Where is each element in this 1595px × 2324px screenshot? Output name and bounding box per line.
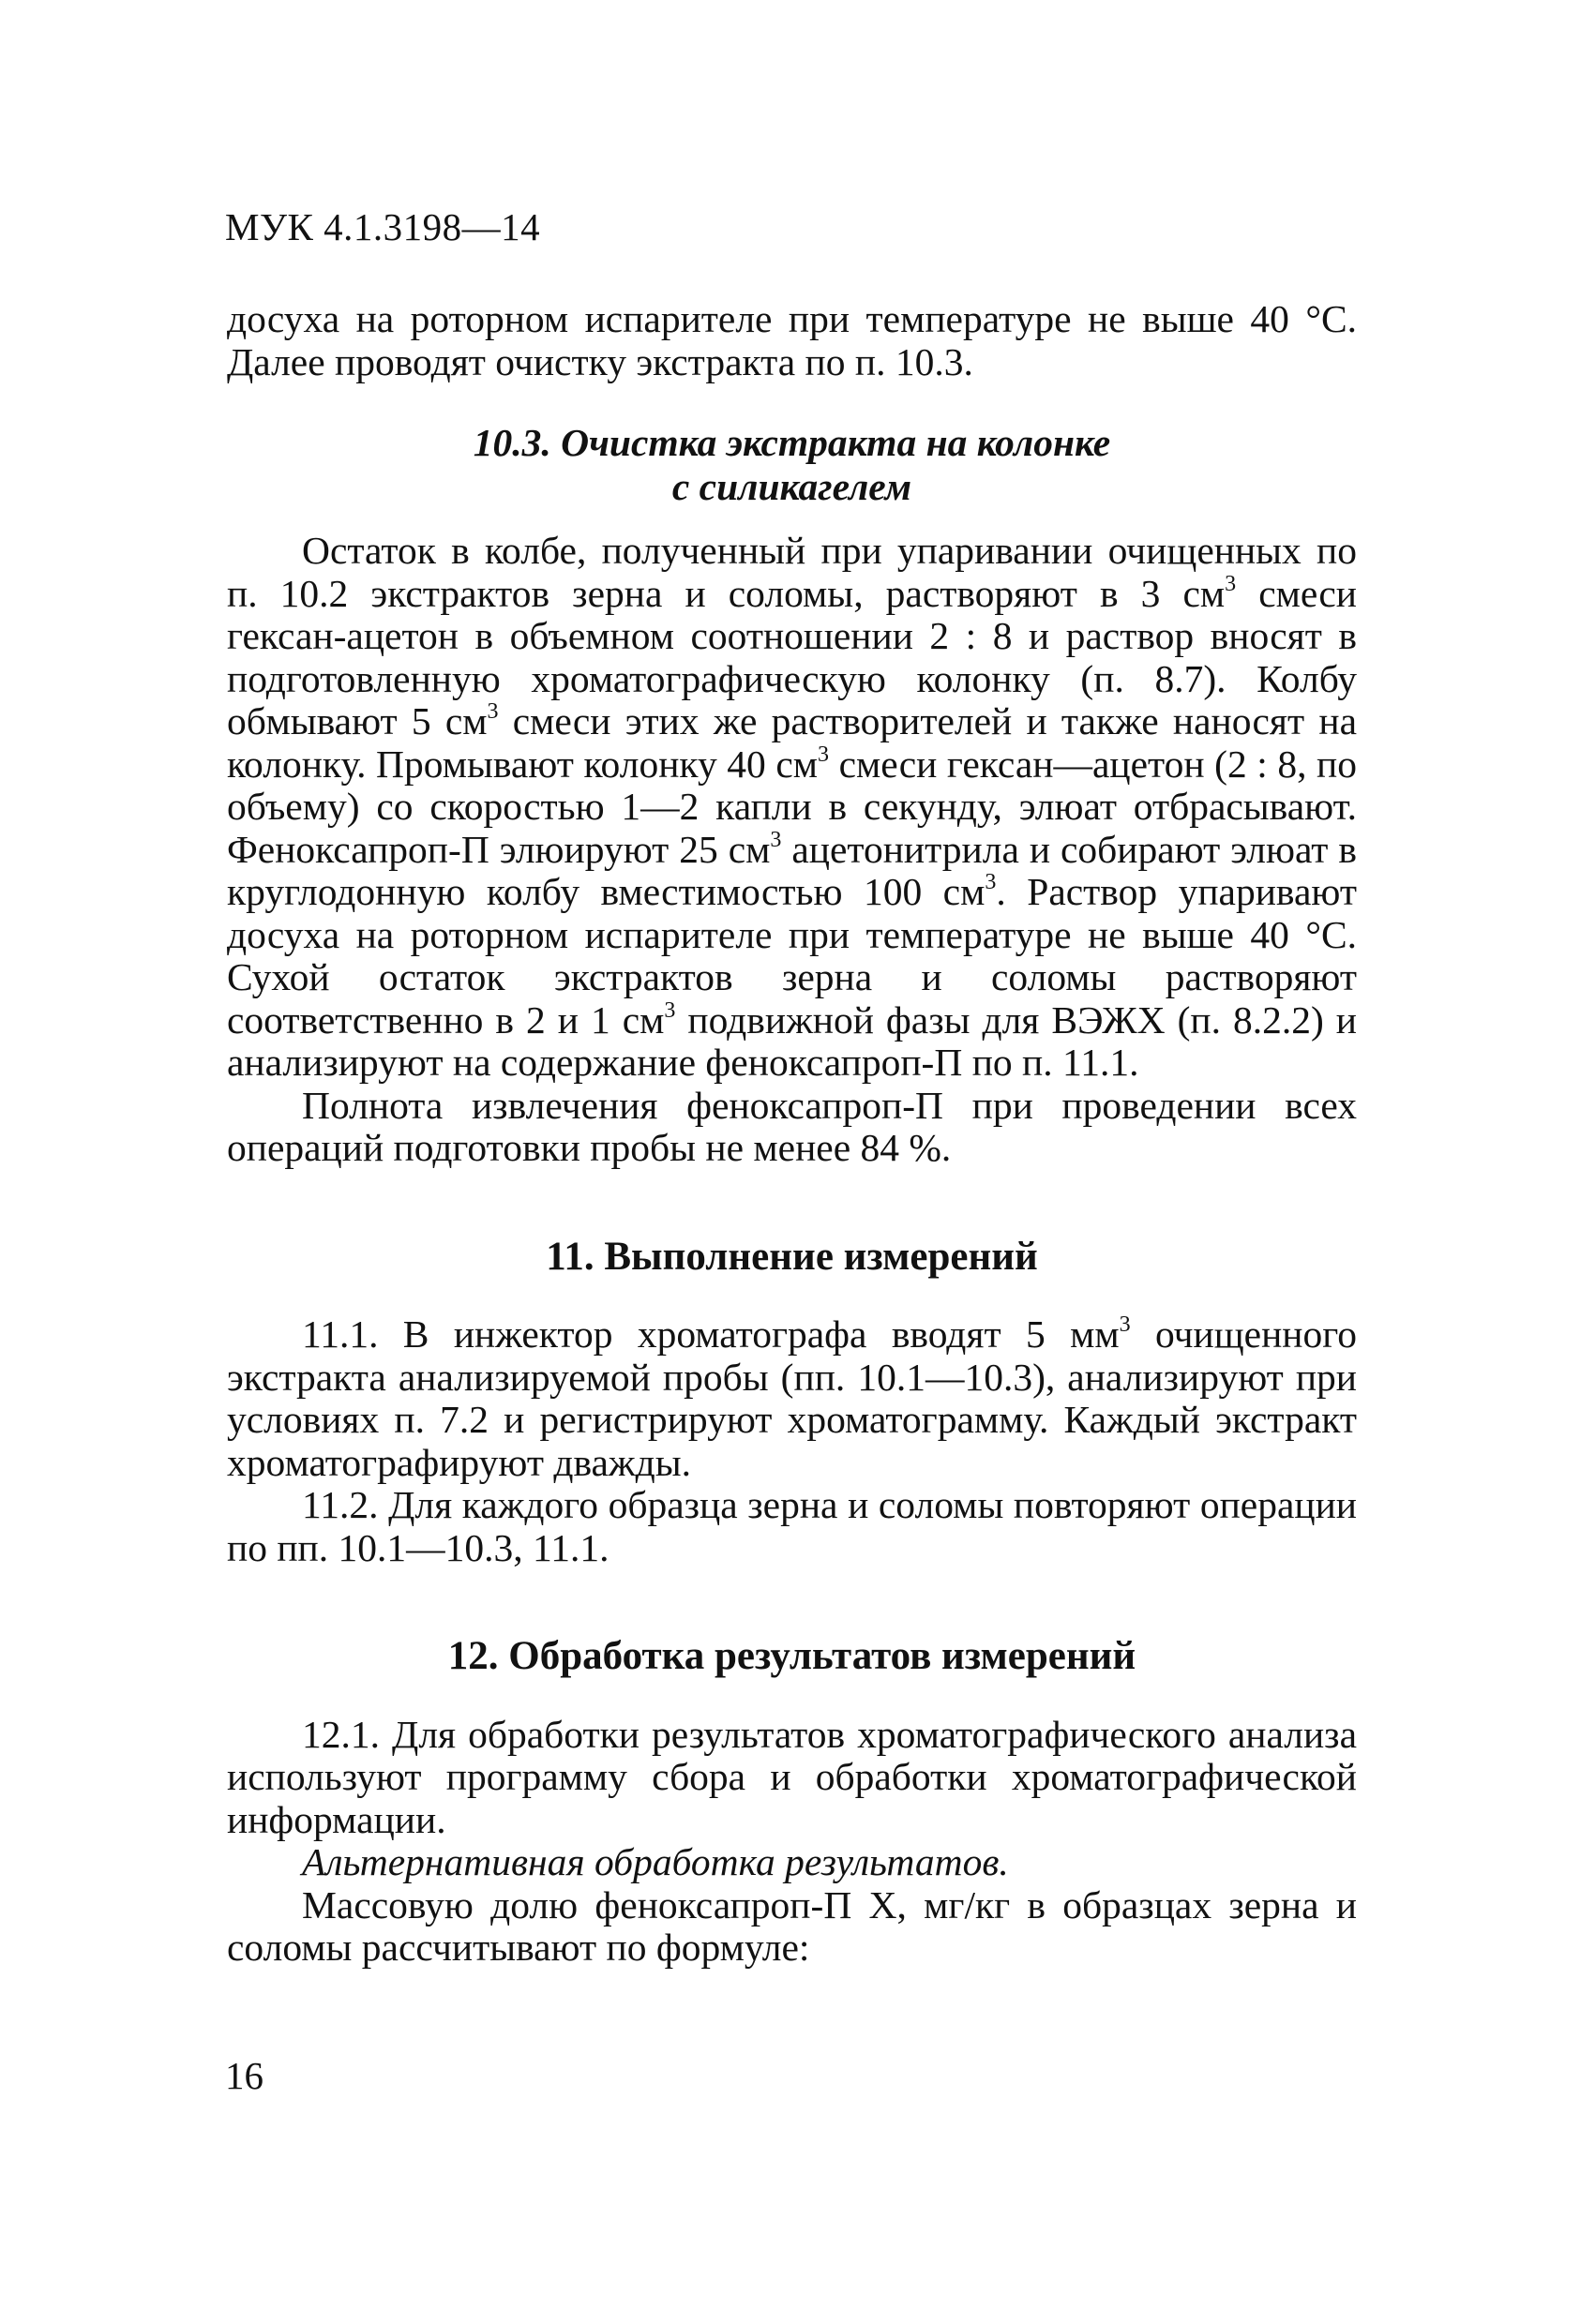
section-10-3-paragraph-2: Полнота извлечения феноксапроп-П при проведении всех операций подготовки пробы не менее 84 %. [227, 1083, 1357, 1169]
text-run: подвижной фазы для ВЭЖХ (п. 8.2.2) и анализируют на содержание феноксапроп-П по п. 11.1. [227, 997, 1358, 1084]
superscript: 3 [818, 742, 830, 767]
superscript: 3 [985, 870, 997, 895]
section-11-heading: 11. Выполнение измерений [546, 1234, 1038, 1279]
superscript: 3 [1225, 571, 1237, 596]
superscript: 3 [770, 827, 782, 852]
text-run: смеси гексан-ацетон в объемном соотношении 2 : 8 и раствор вносят в подготовленную хроматографическую колонку (п. 8.7). Колбу обмывают 5 см [227, 571, 1358, 742]
text-run: 11.1. В инжектор хроматографа вводят 5 мм [302, 1312, 1120, 1356]
text-run: ацетонитрила и собирают элюат в круглодонную колбу вместимостью 100 см [227, 827, 1357, 913]
section-12-heading: 12. Обработка результатов измерений [447, 1634, 1136, 1678]
section-11-paragraph-2: 11.2. Для каждого образца зерна и соломы повторяют операции по пп. 10.1—10.3, 11.1. [227, 1483, 1357, 1569]
section-12-paragraph-1: 12.1. Для обработки результатов хроматографического анализа используют программу сбора и обработки хроматографической информации. [227, 1712, 1357, 1841]
section-12-paragraph-3: Массовую долю феноксапроп-П Х, мг/кг в образцах зерна и соломы рассчитывают по формуле: [227, 1882, 1357, 1969]
section-11-paragraph-1 [227, 1313, 1357, 1484]
text-run: смеси этих же растворителей и также наносят на колонку. Промывают колонку 40 см [227, 699, 1357, 786]
text-run: очищенного экстракта анализируемой пробы (пп. 10.1—10.3), анализируют при условиях п. 7.2 и регистрируют хроматограмму. Каждый экстракт хроматографируют дважды. [227, 1312, 1357, 1484]
section-10-3-heading [227, 421, 1357, 509]
superscript: 3 [1119, 1312, 1131, 1338]
section-10-3-paragraph-1 [227, 530, 1357, 1085]
section-10-3-title-line-2: с силикагелем [671, 465, 912, 508]
document-code: МУК 4.1.3198—14 [225, 205, 541, 248]
continued-paragraph: досуха на роторном испарителе при температуре не выше 40 °С. Далее проводят очистку экстракта по п. 10.3. [227, 297, 1357, 383]
text-run: смеси гексан—ацетон (2 : 8, по объему) со скоростью 1—2 капли в секунду, элюат отбрасывают. Феноксапроп-П элюируют 25 см [227, 742, 1357, 871]
section-12-italic-note: Альтернативная обработка результатов. [302, 1840, 1009, 1883]
text-run: Остаток в колбе, полученный при упаривании очищенных по п. 10.2 экстрактов зерна и соломы, растворяют в 3 см [227, 529, 1357, 615]
page-content [227, 298, 1357, 1970]
superscript: 3 [664, 997, 676, 1023]
page-number: 16 [225, 2054, 263, 2097]
text-run: . Раствор упаривают досуха на роторном испарителе при температуре не выше 40 °С. Сухой остаток экстрактов зерна и соломы растворяют соответственно в 2 и 1 см [227, 870, 1357, 1042]
superscript: 3 [487, 699, 499, 725]
section-10-3-title-line-1: 10.3. Очистка экстракта на колонке [473, 421, 1111, 464]
